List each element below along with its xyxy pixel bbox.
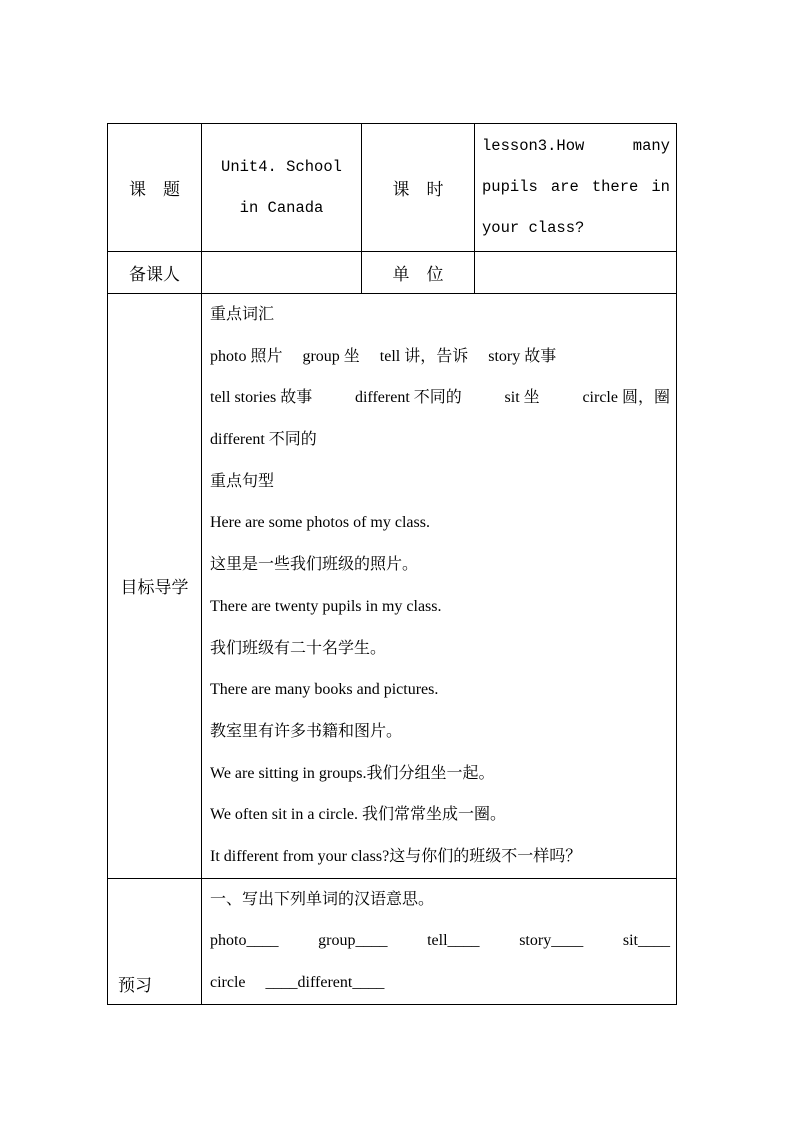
preview-word-blank: photo____ [210,932,279,950]
vocab-line3: different 不同的 [210,431,317,449]
lesson-plan-table [107,123,677,1005]
preview-words-line2: circle ____different____ [210,974,385,991]
sentence-line: There are many books and pictures. [210,681,439,699]
lesson-word: there [591,178,639,196]
lesson-title-line2 [482,167,670,208]
vocab-line2 [210,377,670,419]
unit-title-line1: Unit4. School [221,157,342,176]
lesson-title [475,124,677,252]
objectives-row [108,294,677,879]
sentence-line: We are sitting in groups.我们分组坐一起。 [210,764,495,782]
vocab-item: sit 坐 [504,389,540,407]
lesson-title-line1 [482,126,670,167]
preview-word-blank: group____ [318,932,388,950]
vocab-heading: 重点词汇 [210,306,275,323]
objectives-label: 目标导学 [108,294,202,879]
vocab-line1: photo 照片 group 坐 tell 讲，告诉 story 故事 [210,347,557,365]
unit-title [202,124,362,252]
preview-word-blank: story____ [519,932,584,950]
vocab-item: different 不同的 [354,389,462,407]
objectives-content [202,294,677,879]
preview-word-blank: sit____ [622,932,670,950]
preview-word-blank: tell____ [427,932,480,950]
unit-title-line2: in Canada [239,198,324,217]
preview-row [108,878,677,1004]
lesson-word: are [550,178,579,196]
header-row [108,124,677,252]
lesson-title-line1-b: many [632,137,670,155]
lesson-word: pupils [482,178,538,196]
vocab-item: tell stories 故事 [210,389,313,407]
lesson-word: in [651,178,670,196]
unit-value [475,252,677,294]
sentence-line: 教室里有许多书籍和图片。 [210,722,403,740]
teacher-label: 备课人 [108,252,202,294]
sentence-line: 这里是一些我们班级的照片。 [210,556,419,574]
lesson-title-line1-a: lesson3.How [482,137,585,155]
preview-label: 预习 [108,878,202,1004]
vocab-item: circle 圆，圈 [582,389,670,407]
preview-instruction: 一、写出下列单词的汉语意思。 [210,890,435,908]
topic-label: 课 题 [108,124,202,252]
unit-label: 单 位 [362,252,475,294]
preview-words-line1 [210,920,670,962]
sentence-line: There are twenty pupils in my class. [210,597,442,615]
sentence-line: It different from your class?这与你们的班级不一样吗？ [210,847,582,865]
period-label: 课 时 [362,124,475,252]
sentence-line: We often sit in a circle. 我们常常坐成一圈。 [210,806,506,824]
lesson-title-line3: your class? [482,219,585,237]
teacher-row [108,252,677,294]
sentence-line: 我们班级有二十名学生。 [210,639,387,657]
sentences-heading: 重点句型 [210,472,275,490]
teacher-value [202,252,362,294]
sentence-line: Here are some photos of my class. [210,514,430,532]
preview-content [202,878,677,1004]
